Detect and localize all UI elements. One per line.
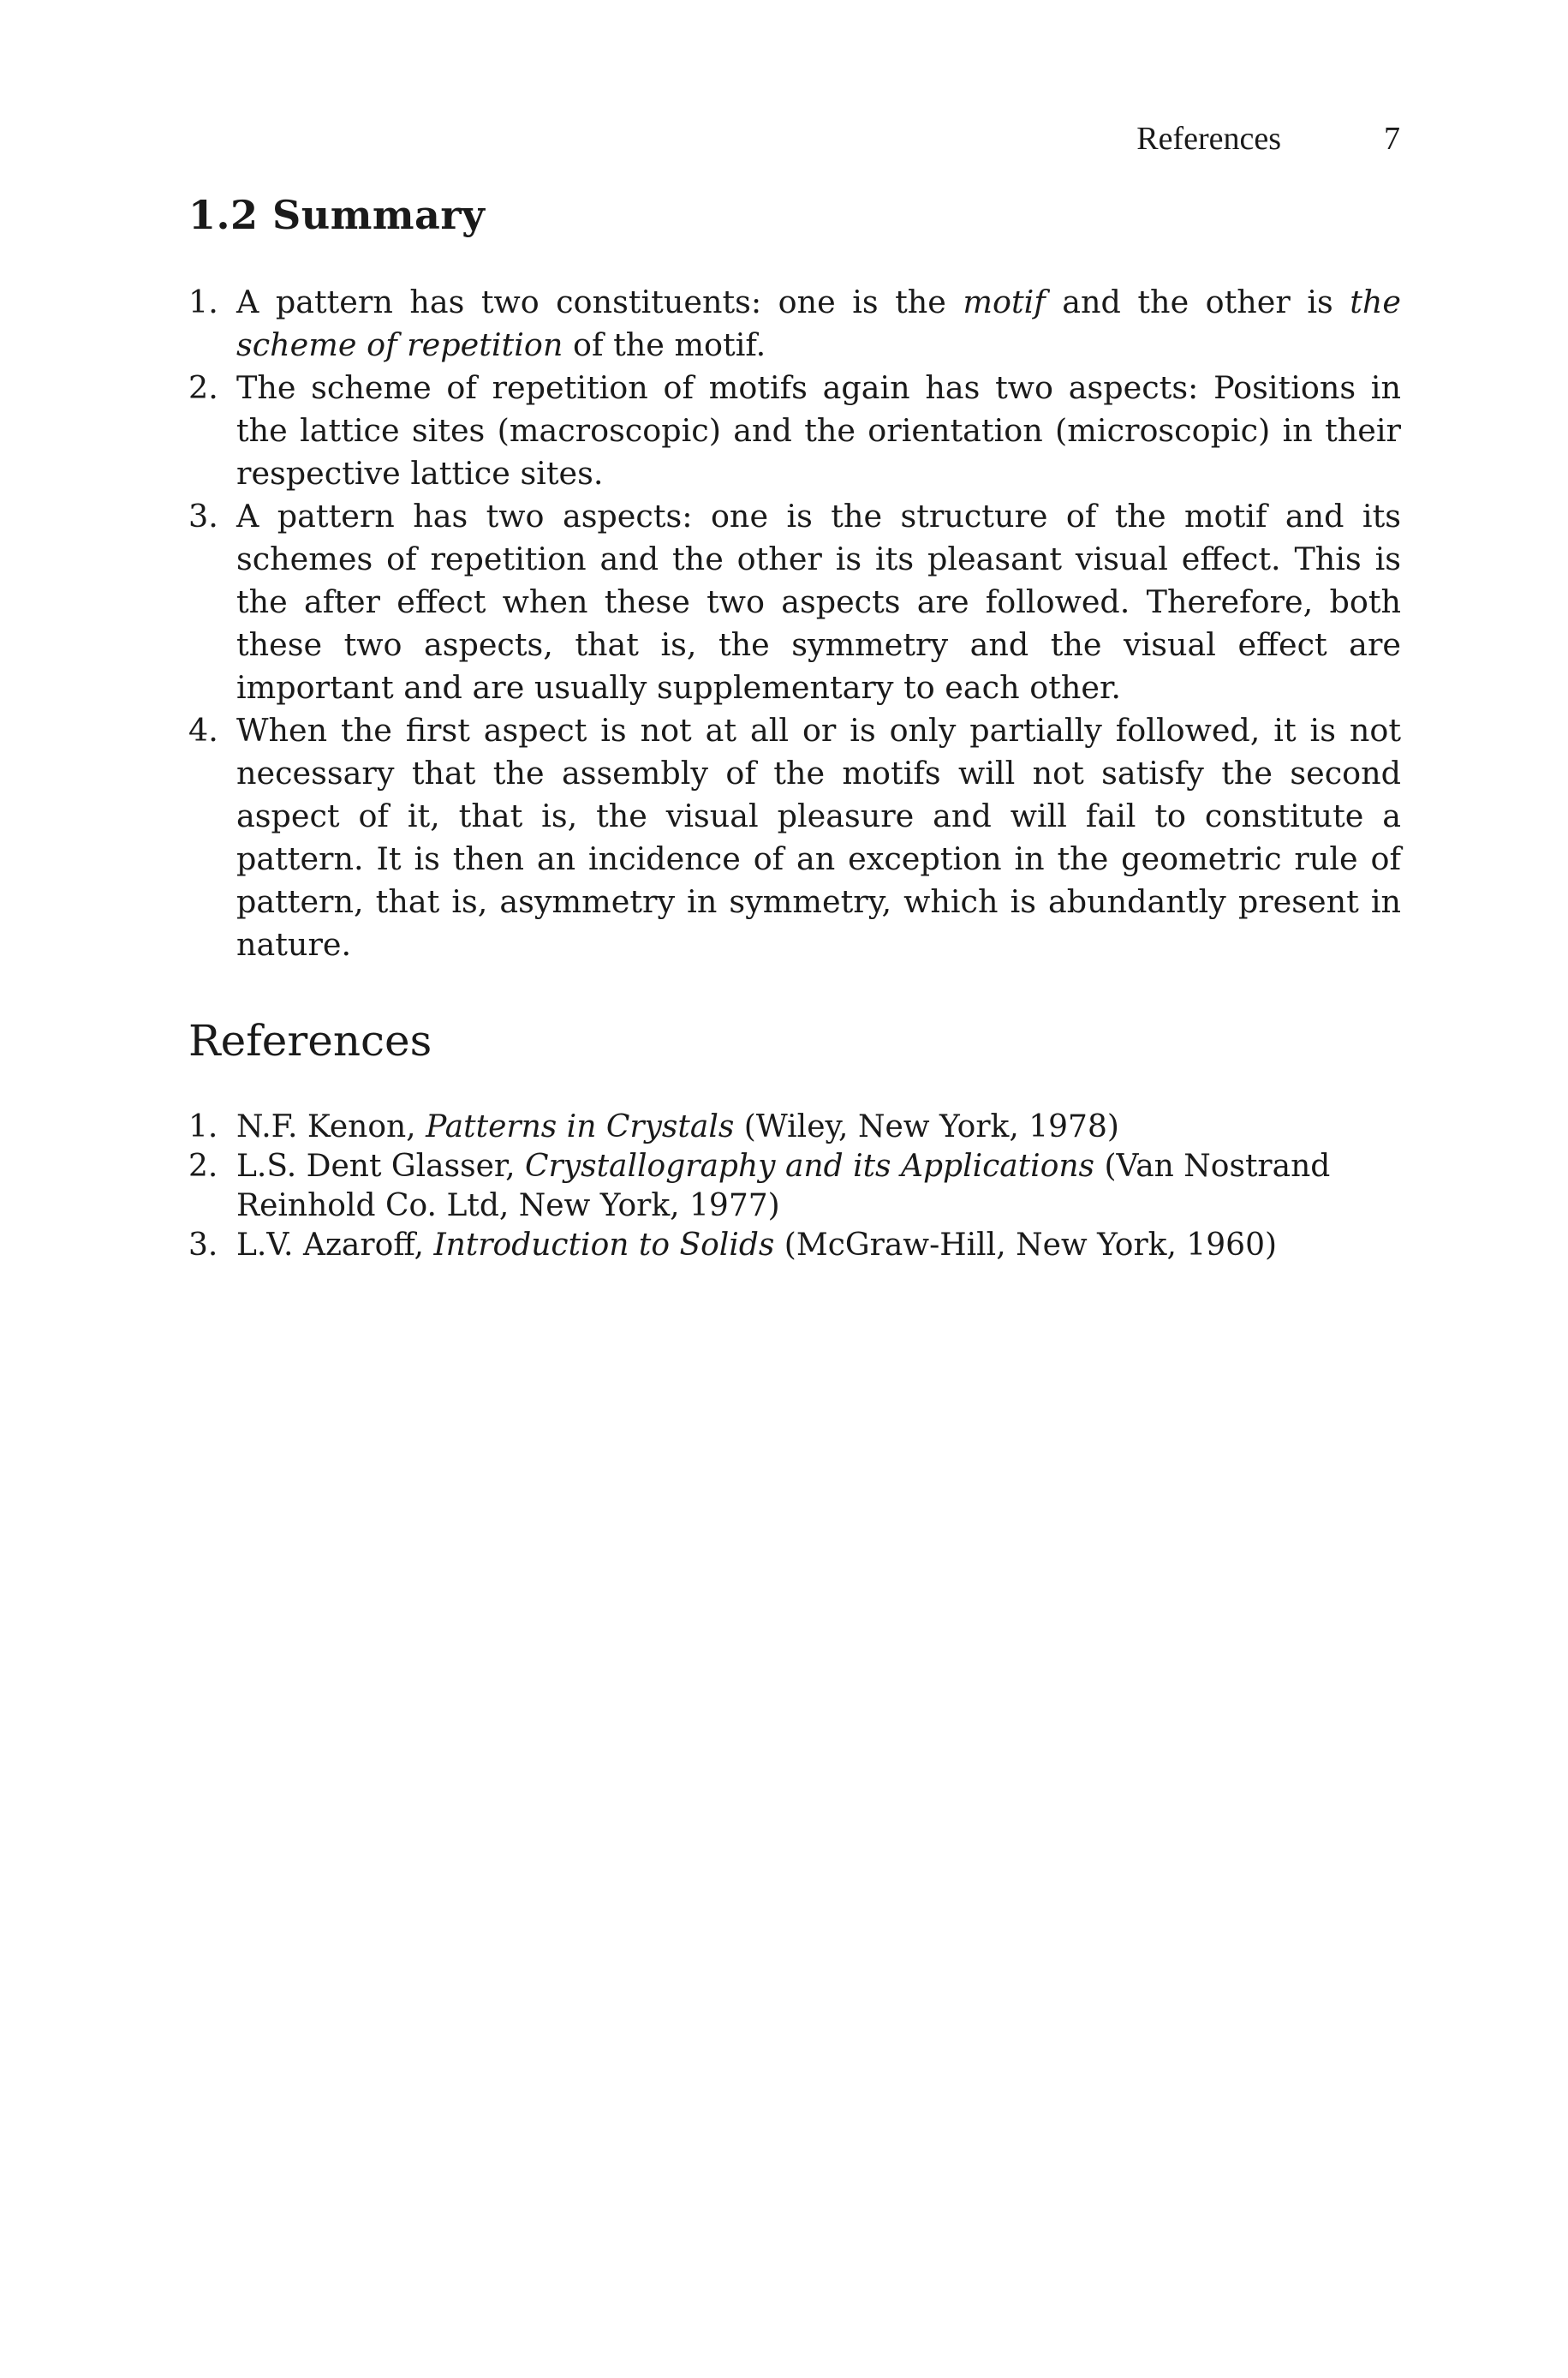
reference-text — [236, 1147, 1401, 1226]
text-run: and the other is — [1045, 284, 1350, 320]
reference-number: 3. — [188, 1228, 218, 1263]
reference-details: (Van Nostrand Reinhold Co. Ltd, New York, 1977) — [236, 1149, 1331, 1223]
summary-heading: 1.2 Summary — [188, 192, 486, 238]
references-heading: References — [188, 1016, 432, 1066]
reference-title: Crystallography and its Applications — [525, 1149, 1095, 1184]
emphasis-motif: motif — [963, 284, 1046, 320]
running-head-section: References — [1136, 121, 1281, 157]
summary-item — [188, 281, 1401, 367]
summary-item-number: 1. — [188, 284, 218, 320]
reference-number: 2. — [188, 1149, 218, 1184]
page-number: 7 — [1384, 121, 1400, 157]
reference-number: 1. — [188, 1109, 218, 1144]
reference-author: L.S. Dent Glasser, — [236, 1149, 526, 1184]
text-run: A pattern has two constituents: one is the — [236, 284, 963, 320]
reference-item — [188, 1147, 1401, 1226]
summary-item — [188, 709, 1401, 966]
summary-item-text — [236, 281, 1401, 367]
summary-item-text: The scheme of repetition of motifs again has two aspects: Positions in the lattice sites (macroscopic) and the orientation (microscopic) in their respective lattice sites. — [236, 369, 1401, 492]
summary-item-number: 3. — [188, 498, 218, 535]
emphasis-scheme: the scheme of repetition — [236, 284, 1401, 363]
reference-author: L.V. Azaroff, — [236, 1228, 434, 1263]
reference-author: N.F. Kenon, — [236, 1109, 426, 1144]
reference-details: (Wiley, New York, 1978) — [734, 1109, 1119, 1144]
summary-list — [188, 281, 1401, 966]
reference-list — [188, 1108, 1401, 1265]
running-head — [1136, 120, 1400, 158]
reference-details: (McGraw-Hill, New York, 1960) — [774, 1228, 1278, 1263]
summary-item-number: 4. — [188, 712, 218, 749]
summary-item — [188, 367, 1401, 495]
text-run: of the motif. — [563, 326, 766, 363]
summary-item-number: 2. — [188, 369, 218, 406]
summary-item-text: When the first aspect is not at all or is only partially followed, it is not necessary that the assembly of the motifs will not satisfy the second aspect of it, that is, the visual pleasure and will fail to constitute a pattern. It is then an incidence of an exception in the geometric rule of pattern, that is, asymmetry in symmetry, which is abundantly present in nature. — [236, 712, 1401, 963]
summary-item-text: A pattern has two aspects: one is the structure of the motif and its schemes of repetition and the other is its pleasant visual effect. This is the after effect when these two aspects are followed. Therefore, both these two aspects, that is, the symmetry and the visual effect are important and are usually supplementary to each other. — [236, 498, 1401, 706]
reference-title: Patterns in Crystals — [426, 1109, 735, 1144]
summary-item — [188, 495, 1401, 709]
reference-title: Introduction to Solids — [433, 1228, 775, 1263]
reference-item — [188, 1108, 1401, 1147]
reference-text — [236, 1108, 1401, 1147]
reference-text — [236, 1226, 1401, 1265]
reference-item — [188, 1226, 1401, 1265]
